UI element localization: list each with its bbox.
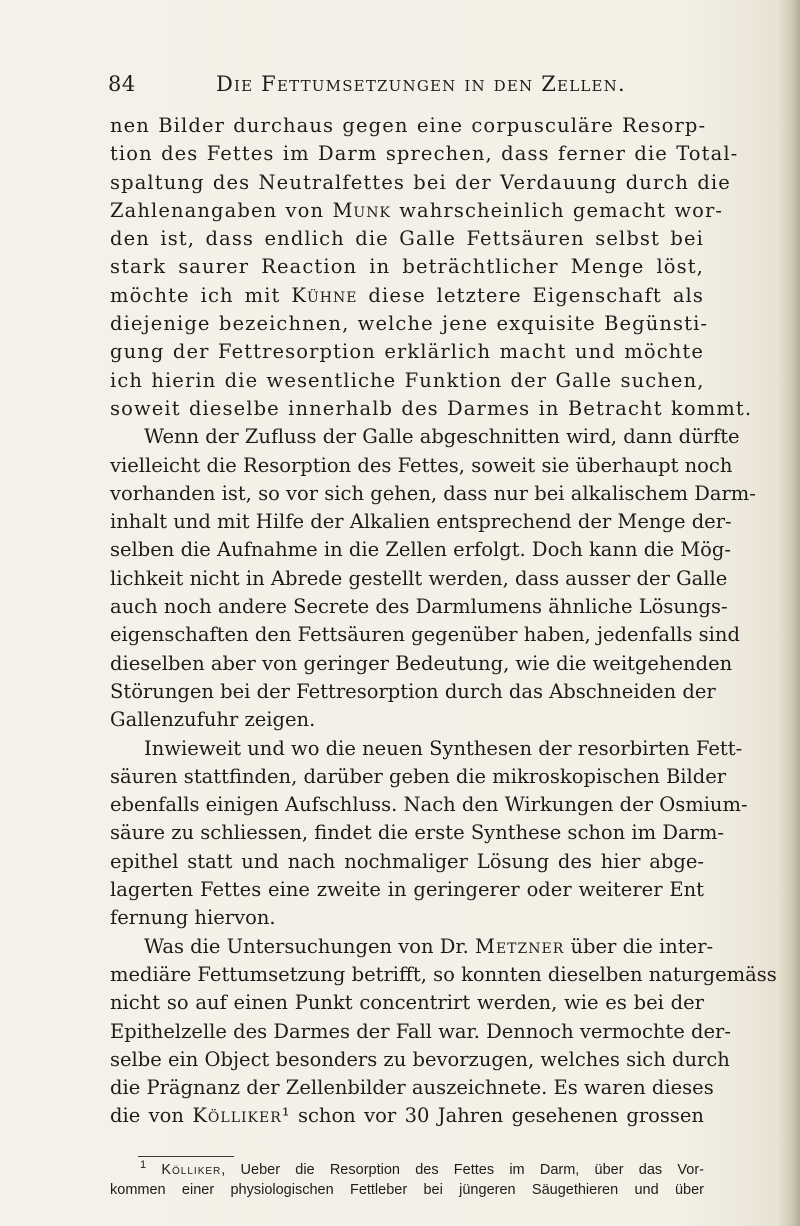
text-line: gung der Fettresorption erklärlich macht und möchte [110,340,704,364]
text-line: diejenige bezeichnen, welche jene exquisite Begünsti- [110,312,709,336]
author-name: Kölliker [192,1104,282,1128]
text-line: eigenschaften den Fettsäuren gegenüber haben, jedenfalls sind [110,623,740,647]
page-header [104,72,704,102]
text-line: lagerten Fettes eine zweite in geringerer oder weiterer Ent [110,878,704,902]
text-line: nen Bilder durchaus gegen eine corpusculäre Resorp- [110,114,707,137]
body-text [110,112,777,1131]
author-name: Kühne [291,283,358,307]
text-line: Störungen bei der Fettresorption durch das Abschneiden der [110,679,716,703]
text-line: stark saurer Reaction in beträchtlicher Menge löst, [110,255,704,279]
text-line-metzner [110,933,714,961]
text-line-content: Zahlenangaben von Munk wahrscheinlich gemacht wor- [110,198,724,222]
footnote-marker: 1 [140,1159,147,1172]
text-line: Gallenzufuhr zeigen. [110,708,316,732]
text-line: Epithelzelle des Darmes der Fall war. Dennoch vermochte der- [110,1019,731,1043]
text-line: Inwieweit und wo die neuen Synthesen der resorbirten Fett- [144,736,743,760]
text-line: selbe ein Object besonders zu bevorzugen, welches sich durch [110,1047,730,1071]
text-line: soweit dieselbe innerhalb des Darmes in Betracht kommt. [110,396,753,420]
text-line: lichkeit nicht in Abrede gestellt werden, dass ausser der Galle [110,566,728,590]
footnote-divider [138,1156,234,1157]
author-name: Munk [332,198,391,222]
text-line-koelliker [110,1102,704,1130]
footnote [110,1160,704,1200]
text-line: ebenfalls einigen Aufschluss. Nach den Wirkungen der Osmium- [110,793,748,817]
text-line: nicht so auf einen Punkt concentrirt werden, wie es bei der [110,991,704,1015]
text-line-content: die von Kölliker¹ schon vor 30 Jahren gesehenen grossen [110,1104,704,1128]
text-line: tion des Fettes im Darm sprechen, dass ferner die Total- [110,142,739,166]
text-line-content: möchte ich mit Kühne diese letztere Eigenschaft als [110,283,704,307]
text-line: fernung hiervon. [110,906,276,930]
text-line: säuren stattfinden, darüber geben die mikroskopischen Bilder [110,764,727,788]
text-line: Wenn der Zufluss der Galle abgeschnitten wird, dann dürfte [144,425,740,449]
page-number: 84 [108,72,136,96]
footnote-text: , Ueber die Resorption des Fettes im Darm, über das Vor- [221,1162,704,1178]
author-name: Metzner [475,934,565,958]
text-line: mediäre Fettumsetzung betrifft, so konnten dieselben naturgemäss [110,962,777,986]
text-line-munk [110,197,724,225]
text-line: ich hierin die wesentliche Funktion der Galle suchen, [110,368,705,392]
text-line: spaltung des Neutralfettes bei der Verdauung durch die [110,170,731,194]
text-line: dieselben aber von geringer Bedeutung, wie die weitgehenden [110,651,733,675]
text-line: epithel statt und nach nochmaliger Lösung des hier abge- [110,849,704,873]
text-line: vorhanden ist, so vor sich gehen, dass nur bei alkalischem Darm- [110,481,756,505]
text-line: vielleicht die Resorption des Fettes, soweit sie überhaupt noch [110,453,733,477]
running-title: Die Fettumsetzungen in den Zellen. [216,72,626,96]
text-line-kuehne [110,282,704,310]
footnote-author: Kölliker [161,1162,222,1178]
text-line: säure zu schliessen, findet die erste Synthese schon im Darm- [110,821,725,845]
text-line: den ist, dass endlich die Galle Fettsäuren selbst bei [110,227,704,251]
text-line: die Prägnanz der Zellenbilder auszeichnete. Es waren dieses [110,1076,714,1100]
text-line: selben die Aufnahme in die Zellen erfolgt. Doch kann die Mög- [110,538,731,562]
text-line-content: Was die Untersuchungen von Dr. Metzner über die inter- [144,934,714,958]
footnote-line: kommen einer physiologischen Fettleber bei jüngeren Säugethieren und über [110,1182,704,1198]
text-line: inhalt und mit Hilfe der Alkalien entsprechend der Menge der- [110,510,732,534]
text-line: auch noch andere Secrete des Darmlumens ähnliche Lösungs- [110,595,728,619]
footnote-line [110,1160,704,1180]
page-edge-shadow [778,0,800,1226]
